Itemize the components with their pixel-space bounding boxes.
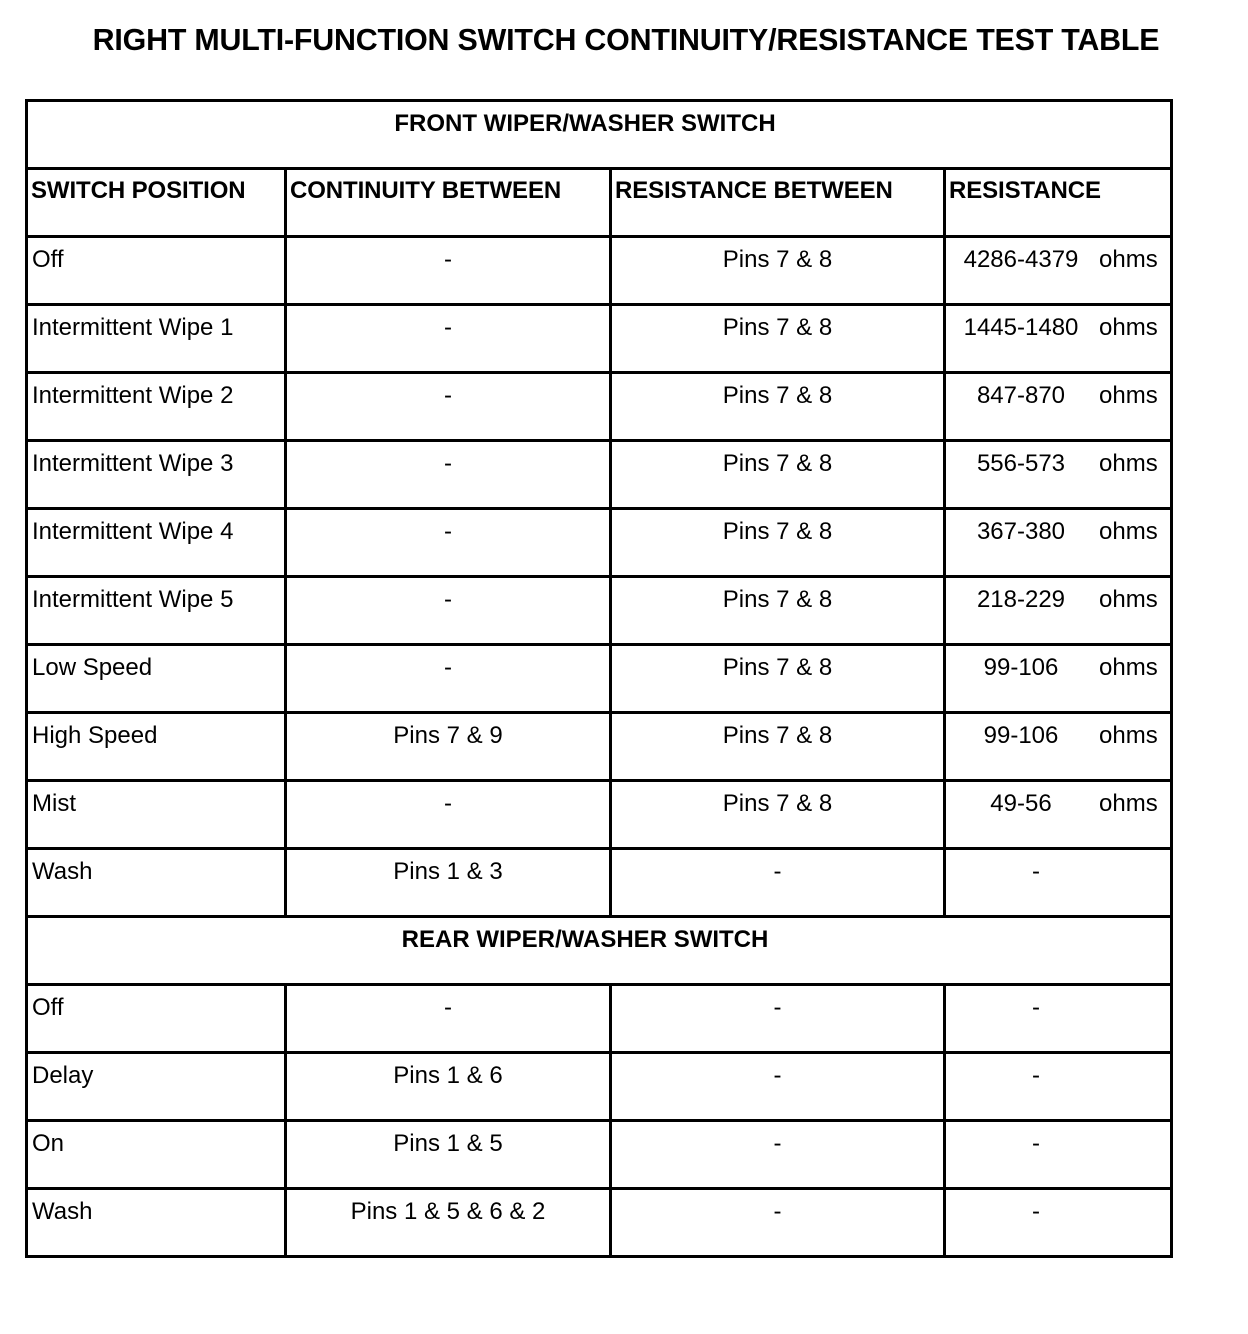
table-row [27,441,1172,509]
resistance-between-cell [611,713,945,781]
continuity-value: Pins 1 & 5 & 6 & 2 [350,1198,546,1225]
front-section-title: FRONT WIPER/WASHER SWITCH [394,110,776,137]
switch-position: On [32,1130,65,1157]
resistance-between-cell [611,645,945,713]
continuity-cell [286,713,611,781]
resistance-cell [945,645,1172,713]
switch-position-cell [27,781,286,849]
resistance-value: - [1032,1062,1040,1089]
continuity-value: - [444,450,452,477]
switch-position: High Speed [32,722,158,749]
switch-position-cell [27,713,286,781]
resistance-between-cell [611,441,945,509]
continuity-cell [286,985,611,1053]
column-header-label: CONTINUITY BETWEEN [290,177,562,204]
resistance-cell [945,713,1172,781]
resistance-cell [945,1053,1172,1121]
table-row [27,1053,1172,1121]
switch-position-cell [27,1121,286,1189]
resistance-between-cell [611,577,945,645]
continuity-cell [286,1121,611,1189]
continuity-value: Pins 1 & 3 [393,858,503,885]
continuity-value: Pins 1 & 6 [393,1062,503,1089]
page-title: RIGHT MULTI-FUNCTION SWITCH CONTINUITY/RESISTANCE TEST TABLE [92,22,1160,57]
continuity-value: Pins 1 & 5 [393,1130,503,1157]
switch-position-cell [27,1189,286,1257]
switch-position-cell [27,373,286,441]
resistance-between-value: - [773,994,782,1021]
switch-position-cell [27,645,286,713]
resistance-between-value: - [773,1198,782,1225]
resistance-value: - [1032,994,1040,1021]
continuity-cell [286,849,611,917]
resistance-between-value: Pins 7 & 8 [722,790,833,817]
switch-position: Intermittent Wipe 3 [32,450,234,477]
continuity-value: - [444,382,452,409]
continuity-value: - [444,994,452,1021]
table-row [27,1189,1172,1257]
resistance-cell [945,237,1172,305]
resistance-between-value: - [773,1130,782,1157]
column-header-row [27,169,1172,237]
column-header-resistance-between [611,169,945,237]
resistance-range: 847-870 [976,382,1066,409]
switch-position: Delay [32,1062,94,1089]
table-row [27,985,1172,1053]
table-row [27,713,1172,781]
resistance-between-value: Pins 7 & 8 [722,722,833,749]
resistance-range: 99-106 [983,722,1059,749]
switch-position: Wash [32,1198,93,1225]
resistance-between-cell [611,1053,945,1121]
resistance-unit: ohms [1099,450,1158,477]
resistance-cell [945,849,1172,917]
resistance-between-value: Pins 7 & 8 [722,314,833,341]
resistance-between-cell [611,509,945,577]
continuity-cell [286,645,611,713]
continuity-value: - [444,246,452,273]
table-row [27,849,1172,917]
resistance-range: 556-573 [976,450,1066,477]
column-header-label: SWITCH POSITION [31,177,246,204]
switch-position-cell [27,305,286,373]
resistance-between-value: Pins 7 & 8 [722,518,833,545]
resistance-range: 1445-1480 [963,314,1079,341]
resistance-unit: ohms [1099,246,1158,273]
continuity-cell [286,237,611,305]
switch-position: Wash [32,858,93,885]
switch-position-cell [27,509,286,577]
resistance-between-cell [611,781,945,849]
resistance-range: 218-229 [976,586,1066,613]
continuity-cell [286,305,611,373]
resistance-range: 367-380 [976,518,1066,545]
resistance-cell [945,1121,1172,1189]
resistance-value: - [1032,1130,1040,1157]
resistance-value: - [1032,858,1040,885]
continuity-value: - [444,790,452,817]
table-row [27,645,1172,713]
switch-position: Mist [32,790,76,817]
switch-position-cell [27,441,286,509]
table-row [27,781,1172,849]
switch-position-cell [27,985,286,1053]
column-header-resistance [945,169,1172,237]
resistance-unit: ohms [1099,518,1158,545]
continuity-cell [286,577,611,645]
resistance-cell [945,577,1172,645]
resistance-between-value: Pins 7 & 8 [722,382,833,409]
column-header-label: RESISTANCE [949,177,1101,204]
column-header-switch-position [27,169,286,237]
continuity-cell [286,373,611,441]
resistance-range: 4286-4379 [963,246,1079,273]
continuity-value: - [444,586,452,613]
resistance-between-value: Pins 7 & 8 [722,246,833,273]
resistance-cell [945,1189,1172,1257]
switch-position: Intermittent Wipe 1 [32,314,234,341]
resistance-unit: ohms [1099,722,1158,749]
resistance-between-cell [611,849,945,917]
table-row [27,373,1172,441]
resistance-unit: ohms [1099,654,1158,681]
continuity-value: - [444,314,452,341]
resistance-range: 99-106 [983,654,1059,681]
resistance-between-value: Pins 7 & 8 [722,654,833,681]
continuity-cell [286,509,611,577]
resistance-cell [945,781,1172,849]
table-row [27,577,1172,645]
resistance-cell [945,985,1172,1053]
resistance-unit: ohms [1099,314,1158,341]
continuity-cell [286,1053,611,1121]
continuity-cell [286,781,611,849]
resistance-range: 49-56 [990,790,1052,817]
resistance-between-cell [611,1189,945,1257]
continuity-cell [286,1189,611,1257]
switch-position: Off [32,994,64,1021]
resistance-between-cell [611,305,945,373]
resistance-cell [945,305,1172,373]
front-section-title-cell [27,101,1172,169]
switch-position: Off [32,246,64,273]
switch-position-cell [27,849,286,917]
resistance-between-value: - [773,1062,782,1089]
resistance-between-cell [611,985,945,1053]
switch-position-cell [27,1053,286,1121]
table-row [27,305,1172,373]
continuity-cell [286,441,611,509]
continuity-resistance-table [25,99,1173,1258]
resistance-between-value: Pins 7 & 8 [722,586,833,613]
continuity-value: Pins 7 & 9 [393,722,503,749]
switch-position-cell [27,577,286,645]
resistance-between-cell [611,373,945,441]
column-header-continuity-between [286,169,611,237]
switch-position: Intermittent Wipe 2 [32,382,234,409]
resistance-between-cell [611,237,945,305]
front-section-header [27,101,1172,169]
resistance-between-value: Pins 7 & 8 [722,450,833,477]
table-row [27,237,1172,305]
table-row [27,1121,1172,1189]
resistance-unit: ohms [1099,586,1158,613]
resistance-cell [945,509,1172,577]
rear-section-title: REAR WIPER/WASHER SWITCH [401,926,769,953]
switch-position: Intermittent Wipe 4 [32,518,234,545]
resistance-unit: ohms [1099,382,1158,409]
rear-section-title-cell [27,917,1172,985]
resistance-unit: ohms [1099,790,1158,817]
continuity-value: - [444,654,452,681]
resistance-value: - [1032,1198,1040,1225]
continuity-value: - [444,518,452,545]
switch-position: Intermittent Wipe 5 [32,586,234,613]
switch-position: Low Speed [32,654,153,681]
table-row [27,509,1172,577]
resistance-cell [945,373,1172,441]
column-header-label: RESISTANCE BETWEEN [615,177,893,204]
rear-section-header [27,917,1172,985]
resistance-between-cell [611,1121,945,1189]
resistance-between-value: - [773,858,782,885]
resistance-cell [945,441,1172,509]
switch-position-cell [27,237,286,305]
